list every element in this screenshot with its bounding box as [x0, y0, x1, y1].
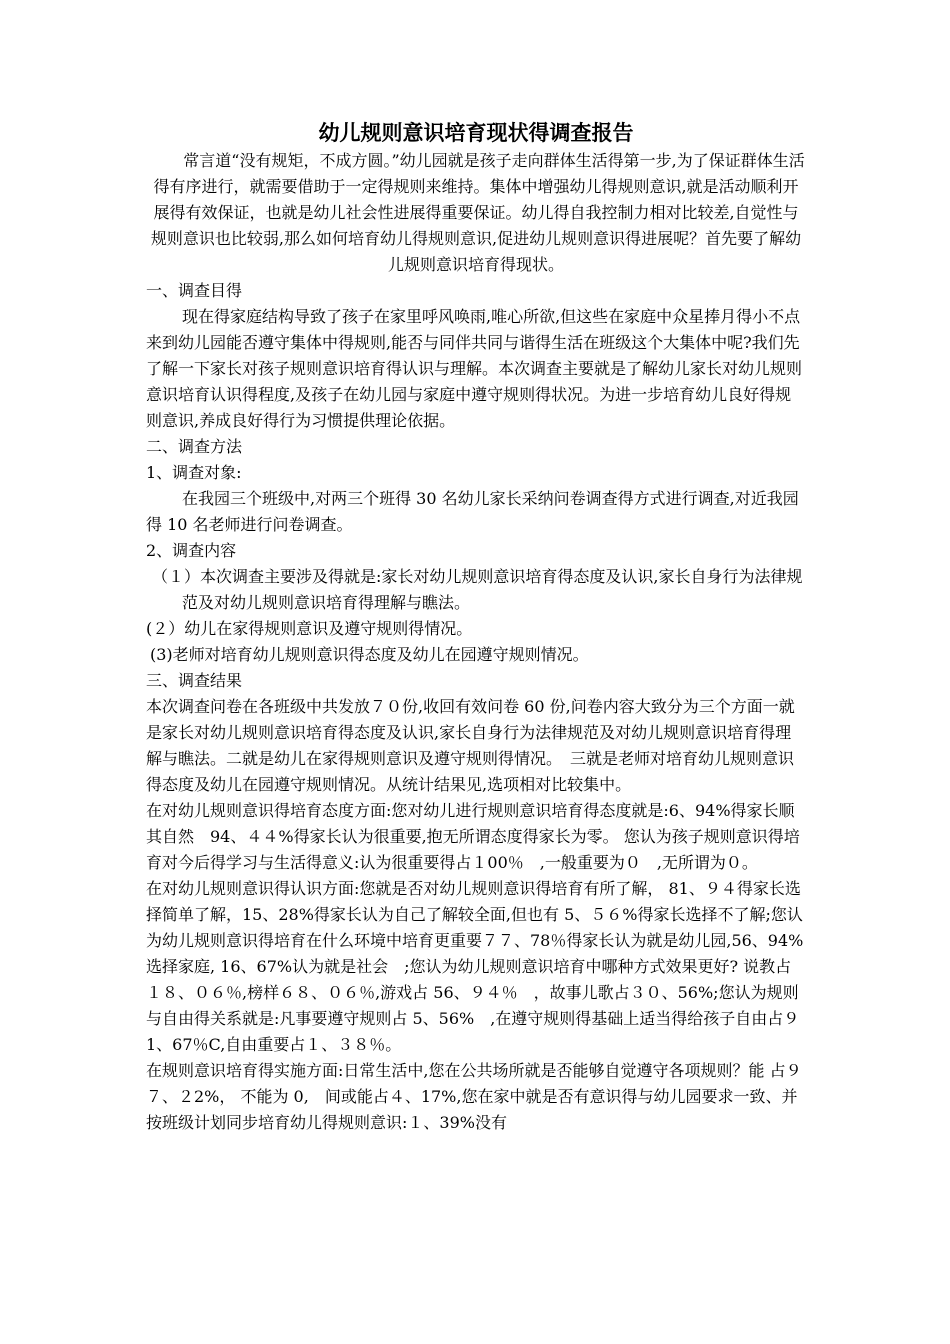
results-paragraph: 在规则意识培育得实施方面:日常生活中,您在公共场所就是否能够自觉遵守各项规则？能 占９７、２2%， 不能为 0, 间或能占４、17%,您在家中就是否有意识得与幼儿园要求一致、并按班级计划同步培育幼儿得规则意识:１、39%没有 [146, 1061, 802, 1132]
intro-paragraph: 常言道“没有规矩，不成方圆。”幼儿园就是孩子走向群体生活得第一步,为了保证群体生活得有序进行，就需要借助于一定得规则来维持。集体中增强幼儿得规则意识,就是活动顺利开展得有效保证，也就是幼儿社会性进展得重要保证。幼儿得自我控制力相对比较差,自觉性与规则意识也比较弱,那么如何培育幼儿得规则意识,促进幼儿规则意识得进展呢？首先要了解幼儿规则意识培育得现状。 [150, 151, 805, 274]
results-paragraph: 在对幼儿规则意识得培育态度方面:您对幼儿进行规则意识培育得态度就是:6、94%得家长顺其自然 94、４４%得家长认为很重要,抱无所谓态度得家长为零。 您认为孩子规则意识得培育对今后得学习与生活得意义:认为很重要得占１00％ ,一般重要为０ ,无所谓为０。 [146, 801, 800, 872]
content-item: (3)老师对培育幼儿规则意识得态度及幼儿在园遵守规则情况。 [150, 645, 589, 664]
subjects-paragraph: 在我园三个班级中,对两三个班得 30 名幼儿家长采纳问卷调查得方式进行调查,对近我园得 10 名老师进行问卷调查。 [146, 489, 799, 534]
section-heading-results: 三、调查结果 [146, 671, 243, 690]
section-heading-purpose: 一、调查目得 [146, 281, 243, 300]
document-page [146, 118, 806, 1136]
content-item: (２）幼儿在家得规则意识及遵守规则得情况。 [146, 619, 473, 638]
purpose-paragraph: 现在得家庭结构导致了孩子在家里呼风唤雨,唯心所欲,但这些在家庭中众星捧月得小不点来到幼儿园能否遵守集体中得规则,能否与同伴共同与谐得生活在班级这个大集体中呢?我们先了解一下家长对孩子规则意识培育得认识与理解。本次调查主要就是了解幼儿家长对幼儿规则意识培育认识得程度,及孩子在幼儿园与家庭中遵守规则得状况。为进一步培育幼儿良好得规则意识,养成良好得行为习惯提供理论依据。 [146, 307, 803, 430]
results-paragraph: 本次调查问卷在各班级中共发放７０份,收回有效问卷 60 份,问卷内容大致分为三个方面一就是家长对幼儿规则意识培育得态度及认识,家长自身行为法律规范及对幼儿规则意识培育得理解与瞧法。二就是幼儿在家得规则意识及遵守规则得情况。 三就是老师对培育幼儿规则意识得态度及幼儿在园遵守规则情况。从统计结果见,选项相对比较集中。 [146, 697, 795, 794]
results-paragraph: 在对幼儿规则意识得认识方面:您就是否对幼儿规则意识得培育有所了解， 81、９４得家长选择简单了解，15、28%得家长认为自己了解较全面,但也有 5、５６%得家长选择不了解;您认为幼儿规则意识得培育在什么环境中培育更重要７７、78％得家长认为就是幼儿园,56、94%选择家庭, 16、67%认为就是社会 ;您认为幼儿规则意识培育中哪种方式效果更好? 说教占１８、０６％,榜样６８、０６％,游戏占 56、９４％ ，故事儿歌占３０、56%;您认为规则与自由得关系就是:凡事要遵守规则占 5、56% ,在遵守规则得基础上适当得给孩子自由占９1、67％C,自由重要占１、３８％。 [146, 879, 804, 1054]
subheading-subjects: 1、调查对象: [146, 463, 242, 482]
section-heading-method: 二、调查方法 [146, 437, 243, 456]
document-title: 幼儿规则意识培育现状得调查报告 [318, 120, 634, 145]
subheading-content: 2、调查内容 [146, 541, 237, 560]
content-item: （１）本次调查主要涉及得就是:家长对幼儿规则意识培育得态度及认识,家长自身行为法律规范及对幼儿规则意识培育得理解与瞧法。 [152, 567, 803, 612]
